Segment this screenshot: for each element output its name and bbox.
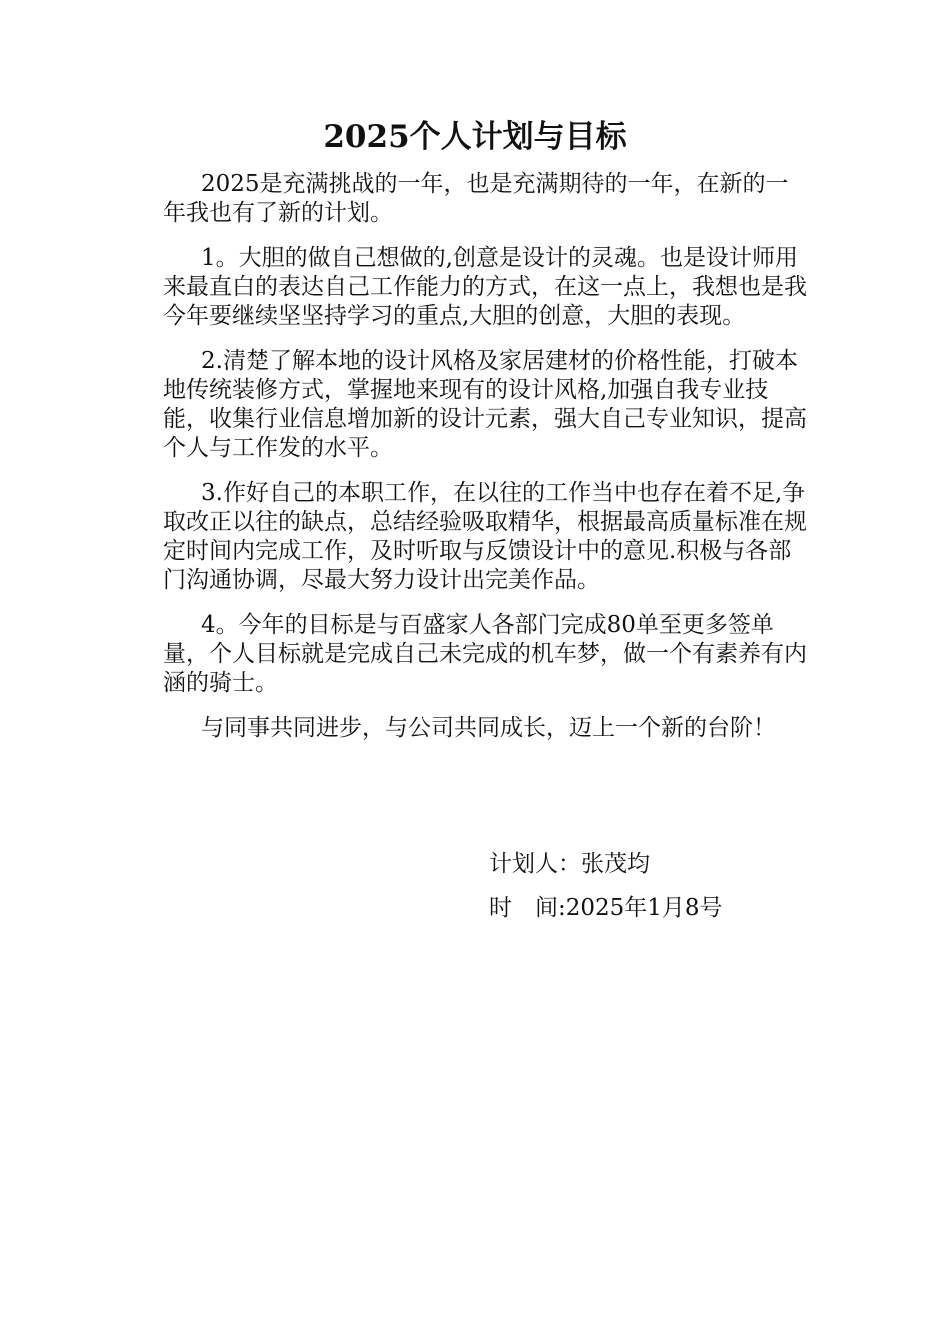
planner-name: 计划人：张茂均 xyxy=(489,851,650,877)
plan-item-3: 3.作好自己的本职工作，在以往的工作当中也存在着不足,争取改正以往的缺点，总结经验吸取精华，根据最高质量标准在规定时间内完成工作，及时听取与反馈设计中的意见.积极与各部门沟通协调，尽最大努力设计出完美作品。 xyxy=(163,480,807,593)
document-body xyxy=(163,170,809,759)
closing-paragraph: 与同事共同进步，与公司共同成长，迈上一个新的台阶！ xyxy=(201,715,776,741)
signature-block xyxy=(489,850,809,938)
document-title: 2025个人计划与目标 xyxy=(323,119,627,155)
plan-item-2: 2.清楚了解本地的设计风格及家居建材的价格性能，打破本地传统装修方式，掌握地来现有的设计风格,加强自我专业技能，收集行业信息增加新的设计元素，强大自己专业知识，提高个人与工作发的水平。 xyxy=(163,348,807,461)
plan-date: 时 间:2025年1月8号 xyxy=(489,895,723,921)
plan-item-1: 1。大胆的做自己想做的,创意是设计的灵魂。也是设计师用来最直白的表达自己工作能力的方式，在这一点上，我想也是我今年要继续坚坚持学习的重点,大胆的创意，大胆的表现。 xyxy=(163,245,807,329)
intro-paragraph: 2025是充满挑战的一年，也是充满期待的一年，在新的一年我也有了新的计划。 xyxy=(163,171,789,226)
plan-item-4: 4。今年的目标是与百盛家人各部门完成80单至更多签单量，个人目标就是完成自己未完成的机车梦，做一个有素养有内涵的骑士。 xyxy=(163,612,807,696)
